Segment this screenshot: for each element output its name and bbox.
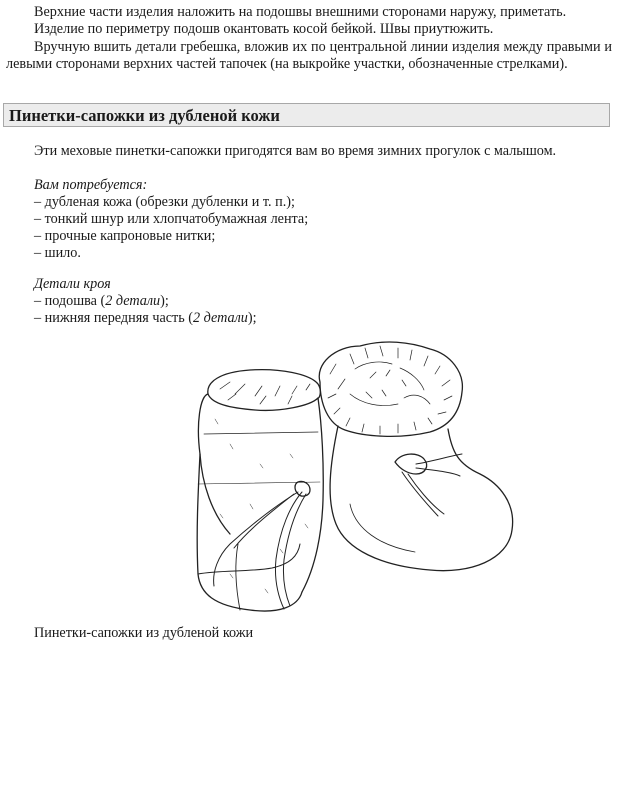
paragraph-crest-stitching: Вручную вшить детали гребешка, вложив их по центральной линии изделия между правыми и левыми сторонами верхних частей тапочек (на выкройке участки, обозначенные стрелками).	[6, 39, 612, 72]
materials-heading: Вам потребуется:	[34, 177, 148, 193]
paragraph-edge-binding: Изделие по периметру подошв окантовать косой бейкой. Швы приутюжить.	[34, 21, 494, 37]
parts-item: – нижняя передняя часть (2 детали);	[34, 310, 257, 326]
section-title: Пинетки-сапожки из дубленой кожи	[9, 106, 280, 125]
section-intro: Эти меховые пинетки-сапожки пригодятся вам во время зимних прогулок с малышом.	[34, 143, 557, 159]
booties-illustration	[140, 334, 525, 624]
parts-item: – подошва (2 детали);	[34, 293, 169, 309]
illustration-caption: Пинетки-сапожки из дубленой кожи	[34, 625, 254, 641]
materials-item: – тонкий шнур или хлопчатобумажная лента;	[34, 211, 309, 227]
materials-item: – прочные капроновые нитки;	[34, 228, 216, 244]
paragraph-attach-uppers: Верхние части изделия наложить на подошвы внешними сторонами наружу, приметать.	[34, 4, 567, 20]
front-bootie	[197, 370, 323, 611]
back-bootie	[319, 342, 512, 571]
materials-item: – шило.	[34, 245, 81, 261]
materials-item: – дубленая кожа (обрезки дубленки и т. п.);	[34, 194, 295, 210]
section-heading-bar	[3, 103, 610, 127]
parts-heading: Детали кроя	[34, 276, 111, 292]
